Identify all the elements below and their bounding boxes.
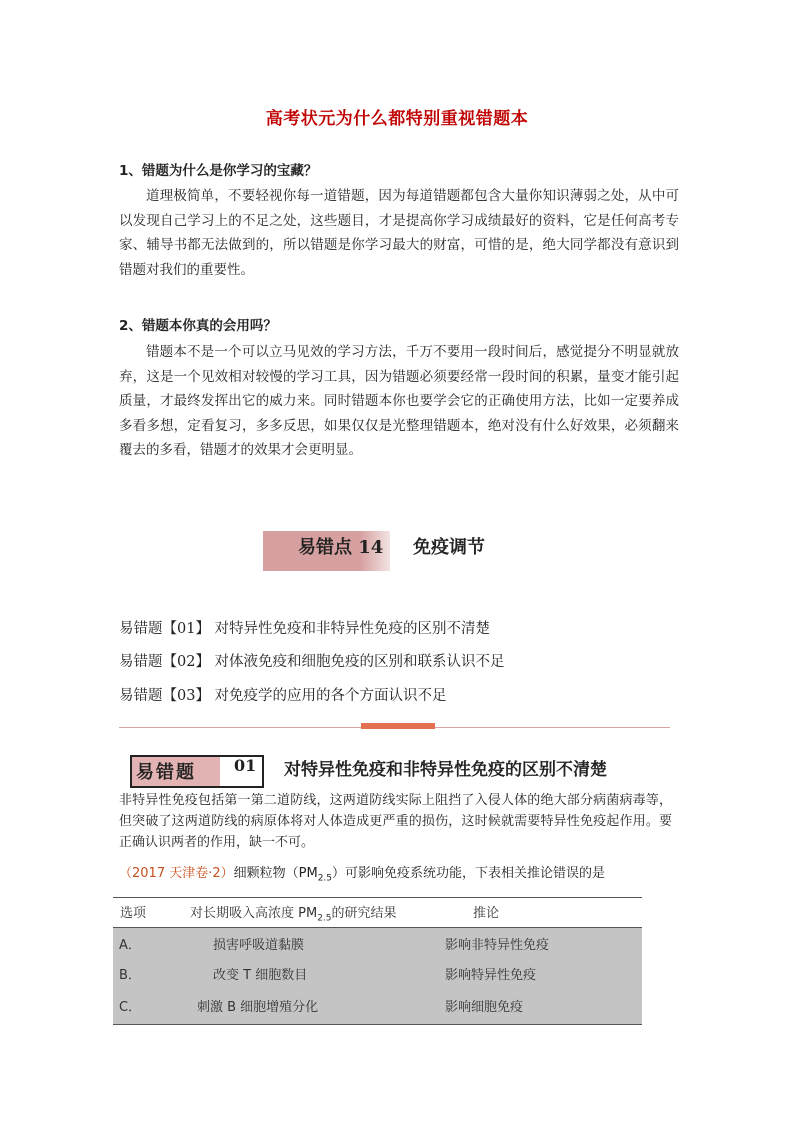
table-header-result-sub: 2.5 bbox=[317, 913, 332, 924]
error-item-2: 易错题【02】 对体液免疫和细胞免疫的区别和联系认识不足 bbox=[119, 654, 505, 670]
table-top-rule bbox=[113, 897, 642, 898]
table-header-result-text: 对长期吸入高浓度 PM bbox=[190, 906, 318, 921]
section-1-heading: 1、错题为什么是你学习的宝藏？ bbox=[119, 163, 318, 179]
table-row-c-inference: 影响细胞免疫 bbox=[445, 1000, 524, 1015]
section-2-heading: 2、错题本你真的会用吗？ bbox=[119, 318, 277, 334]
table-row-a-inference: 影响非特异性免疫 bbox=[445, 938, 550, 953]
table-body bbox=[113, 928, 642, 1024]
table-bottom-rule bbox=[113, 1024, 642, 1025]
divider-accent bbox=[361, 723, 435, 729]
table-row-b-inference: 影响特异性免疫 bbox=[445, 968, 537, 983]
banner-label: 易错点 14 bbox=[298, 537, 384, 558]
question-text-before: 细颗粒物（PM bbox=[233, 866, 318, 881]
error-item-1: 易错题【01】 对特异性免疫和非特异性免疫的区别不清楚 bbox=[119, 621, 491, 637]
section-1-body: 道理极简单，不要轻视你每一道错题，因为每道错题都包含大量你知识薄弱之处，从中可以发现自己学习上的不足之处，这些题目，才是提高你学习成绩最好的资料，它是任何高考专家、辅导书都无法做到的，所以错题是你学习最大的财富，可惜的是，绝大同学都没有意识到错题对我们的重要性。 bbox=[119, 188, 679, 278]
question-stem bbox=[119, 862, 605, 884]
table-header-result bbox=[190, 902, 397, 924]
table-row-a-option: A． bbox=[119, 938, 141, 953]
table-row-c-option: C． bbox=[119, 1000, 142, 1015]
question-source: （2017 天津卷·2） bbox=[119, 866, 234, 881]
table-header-result-tail: 的研究结果 bbox=[331, 906, 397, 921]
explanation-note: 非特异性免疫包括第一第二道防线，这两道防线实际上阻挡了入侵人体的绝大部分病菌病毒等，但突破了这两道防线的病原体将对人体造成更严重的损伤，这时候就需要特异性免疫起作用。要正确认识两者的作用，缺一不可。 bbox=[119, 793, 672, 850]
question-text-after: ）可影响免疫系统功能，下表相关推论错误的是 bbox=[332, 866, 606, 881]
banner-topic: 免疫调节 bbox=[413, 537, 485, 558]
tag-title: 对特异性免疫和非特异性免疫的区别不清楚 bbox=[284, 760, 607, 780]
question-subscript: 2.5 bbox=[317, 873, 333, 884]
table-row-a-result: 损害呼吸道黏膜 bbox=[213, 938, 305, 953]
page-title: 高考状元为什么都特别重视错题本 bbox=[265, 109, 529, 129]
section-2-body: 错题本不是一个可以立马见效的学习方法，千万不要用一段时间后，感觉提分不明显就放弃，这是一个见效相对较慢的学习工具，因为错题必须要经常一段时间的积累，量变才能引起质量，才最终发挥出它的威力来。同时错题本你也要学会它的正确使用方法，比如一定要养成多看多想，定看复习，多多反思，如果仅仅是光整理错题本，绝对没有什么好效果，必须翻来覆去的多看，错题才的效果才会更明显。 bbox=[119, 344, 679, 458]
table-row-c-result: 刺激 B 细胞增殖分化 bbox=[197, 1000, 319, 1015]
error-item-3: 易错题【03】 对免疫学的应用的各个方面认识不足 bbox=[119, 688, 447, 704]
tag-label: 易错题 bbox=[136, 762, 196, 783]
table-header-option: 选项 bbox=[120, 906, 147, 921]
table-row-b-result: 改变 T 细胞数目 bbox=[213, 968, 308, 983]
table-row-b-option: B． bbox=[119, 968, 141, 983]
tag-number: 01 bbox=[234, 756, 257, 775]
table-header-inference: 推论 bbox=[473, 906, 500, 921]
